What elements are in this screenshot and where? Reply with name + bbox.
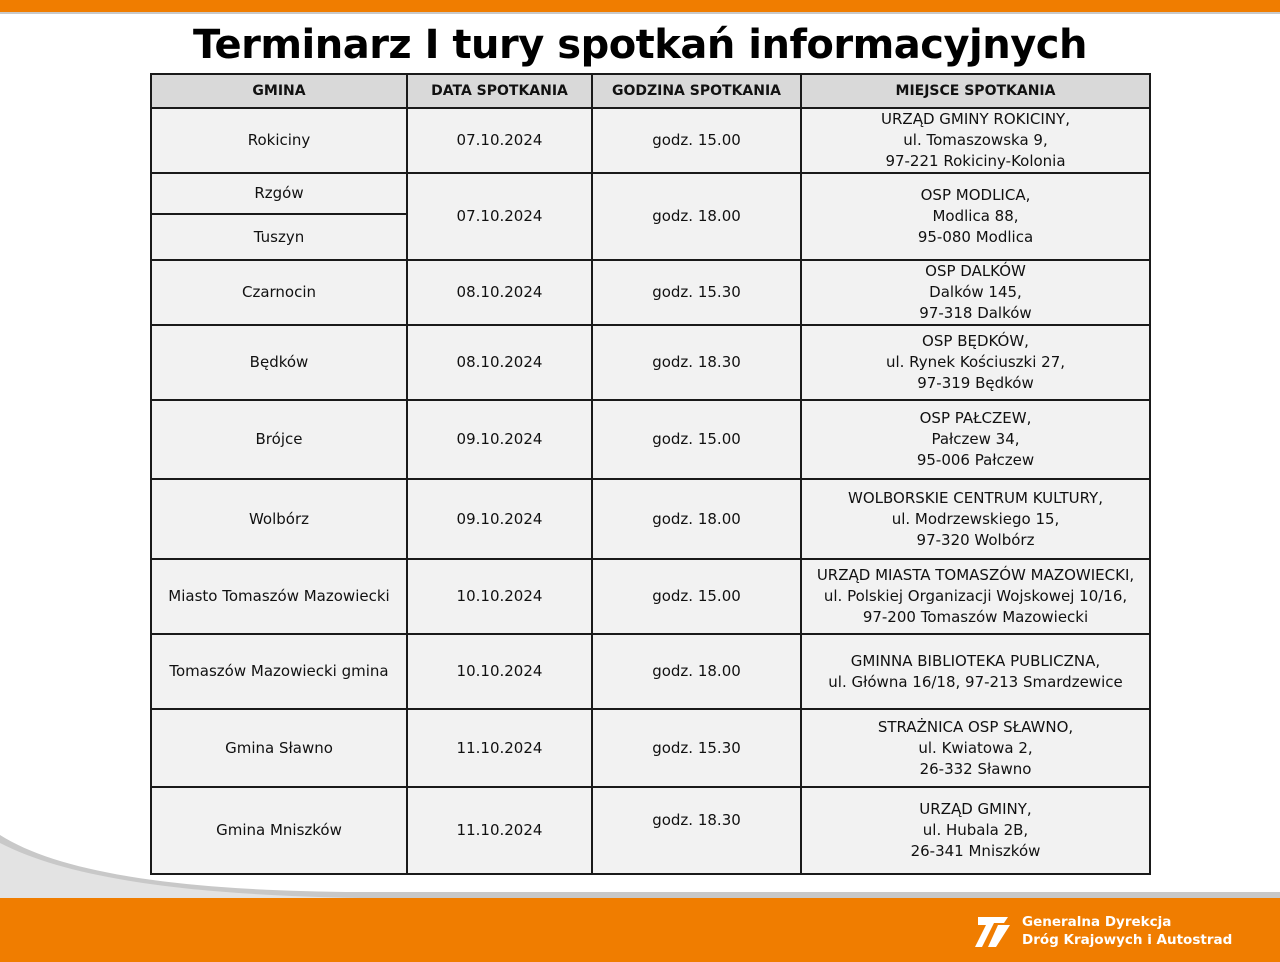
place-line: 97-318 Dalków <box>919 304 1032 322</box>
table-row <box>151 709 1150 787</box>
place-line: ul. Modrzewskiego 15, <box>891 509 1060 528</box>
date-cell: 11.10.2024 <box>407 787 592 874</box>
place-cell <box>801 400 1150 479</box>
time-cell: godz. 18.00 <box>592 634 801 709</box>
place-line: Pałczew 34, <box>931 430 1020 448</box>
time-cell: godz. 18.00 <box>592 479 801 559</box>
date-cell: 09.10.2024 <box>407 479 592 559</box>
table-row <box>151 108 1150 173</box>
place-line: ul. Kwiatowa 2, <box>918 738 1033 757</box>
gmina-cell: Tomaszów Mazowiecki gmina <box>151 634 407 709</box>
place-line: ul. Polskiej Organizacji Wojskowej 10/16, <box>823 587 1128 605</box>
place-cell <box>801 325 1150 400</box>
date-cell: 07.10.2024 <box>407 173 592 260</box>
place-line: GMINNA BIBLIOTEKA PUBLICZNA, <box>850 651 1101 670</box>
date-cell: 07.10.2024 <box>407 108 592 173</box>
logo-line: Dróg Krajowych i Autostrad <box>1022 932 1233 948</box>
top-accent-bar <box>0 0 1280 12</box>
place-line: 97-221 Rokiciny-Kolonia <box>885 152 1066 170</box>
place-line: Dalków 145, <box>929 283 1022 301</box>
gddkia-road-logo-icon <box>974 911 1014 951</box>
place-line: 26-341 Mniszków <box>910 842 1041 860</box>
gmina-cell: Gmina Mniszków <box>151 787 407 874</box>
time-cell: godz. 15.00 <box>592 108 801 173</box>
date-cell: 09.10.2024 <box>407 400 592 479</box>
place-line: Modlica 88, <box>932 207 1019 225</box>
place-line: 97-319 Będków <box>917 374 1034 392</box>
footer-swoosh <box>0 835 1280 905</box>
time-cell: godz. 18.30 <box>592 787 801 874</box>
top-accent-shadow <box>0 12 1280 14</box>
table-row <box>151 559 1150 634</box>
logo-line: Generalna Dyrekcja <box>1022 914 1172 930</box>
logo-text <box>1022 913 1232 949</box>
time-cell: godz. 18.00 <box>592 173 801 260</box>
header-date: DATA SPOTKANIA <box>407 74 592 108</box>
place-line: 97-200 Tomaszów Mazowiecki <box>862 608 1089 626</box>
table-row <box>151 173 1150 214</box>
place-line: 95-006 Pałczew <box>916 451 1035 469</box>
place-line: ul. Główna 16/18, 97-213 Smardzewice <box>828 672 1123 691</box>
place-line: OSP DALKÓW <box>925 262 1026 280</box>
table-row <box>151 325 1150 400</box>
header-time: GODZINA SPOTKANIA <box>592 74 801 108</box>
place-line: URZĄD GMINY, <box>919 800 1032 818</box>
time-cell: godz. 15.00 <box>592 400 801 479</box>
header-place: MIEJSCE SPOTKANIA <box>801 74 1150 108</box>
place-cell <box>801 173 1150 260</box>
place-line: 97-320 Wolbórz <box>916 530 1035 549</box>
place-line: ul. Rynek Kościuszki 27, <box>885 353 1066 371</box>
place-cell <box>801 559 1150 634</box>
place-cell <box>801 479 1150 559</box>
place-line: URZĄD MIASTA TOMASZÓW MAZOWIECKI, <box>816 566 1135 584</box>
gmina-cell: Brójce <box>151 400 407 479</box>
gmina-cell: Będków <box>151 325 407 400</box>
time-cell: godz. 15.30 <box>592 709 801 787</box>
gmina-cell: Rokiciny <box>151 108 407 173</box>
gddkia-logo <box>974 910 1232 952</box>
gmina-cell: Tuszyn <box>151 214 407 260</box>
place-cell <box>801 709 1150 787</box>
date-cell: 08.10.2024 <box>407 325 592 400</box>
page-title: Terminarz I tury spotkań informacyjnych <box>193 22 1087 68</box>
date-cell: 11.10.2024 <box>407 709 592 787</box>
place-line: 26-332 Sławno <box>919 759 1032 778</box>
place-line: ul. Tomaszowska 9, <box>903 131 1048 149</box>
place-line: WOLBORSKIE CENTRUM KULTURY, <box>848 488 1103 507</box>
gmina-cell: Wolbórz <box>151 479 407 559</box>
table-row <box>151 400 1150 479</box>
place-line: OSP BĘDKÓW, <box>922 332 1029 350</box>
gmina-cell: Czarnocin <box>151 260 407 325</box>
time-cell: godz. 15.00 <box>592 559 801 634</box>
place-cell <box>801 634 1150 709</box>
place-line: OSP MODLICA, <box>920 186 1031 204</box>
table-row <box>151 260 1150 325</box>
date-cell: 10.10.2024 <box>407 634 592 709</box>
header-gmina: GMINA <box>151 74 407 108</box>
place-line: OSP PAŁCZEW, <box>919 409 1032 427</box>
gmina-cell: Miasto Tomaszów Mazowiecki <box>151 559 407 634</box>
meeting-schedule-table <box>150 73 1151 875</box>
gmina-cell: Rzgów <box>151 173 407 214</box>
time-cell: godz. 18.30 <box>592 325 801 400</box>
gmina-cell: Gmina Sławno <box>151 709 407 787</box>
time-cell: godz. 15.30 <box>592 260 801 325</box>
table-header-row <box>151 74 1150 108</box>
place-cell <box>801 260 1150 325</box>
table-row <box>151 634 1150 709</box>
place-line: 95-080 Modlica <box>917 228 1034 246</box>
table-row <box>151 479 1150 559</box>
place-line: ul. Hubala 2B, <box>922 821 1029 839</box>
date-cell: 10.10.2024 <box>407 559 592 634</box>
place-cell <box>801 108 1150 173</box>
date-cell: 08.10.2024 <box>407 260 592 325</box>
place-line: URZĄD GMINY ROKICINY, <box>881 110 1070 128</box>
place-line: STRAŻNICA OSP SŁAWNO, <box>877 717 1074 736</box>
